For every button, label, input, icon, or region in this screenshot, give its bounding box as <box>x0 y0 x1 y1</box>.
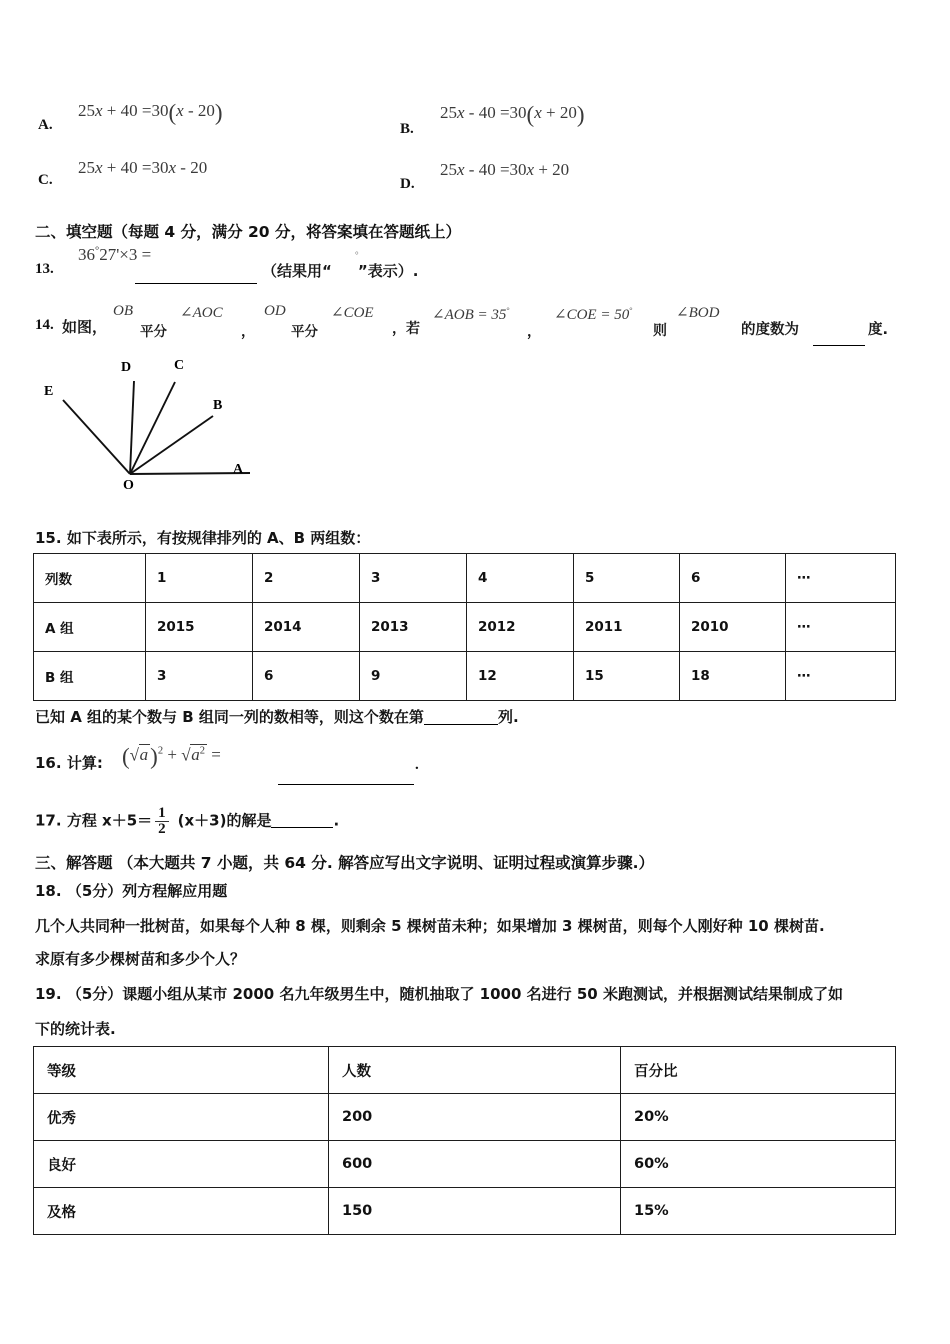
question-19-number: 19. <box>35 985 62 1003</box>
question-14-deg-2: ° <box>629 306 633 315</box>
pattern-table-col-3: 3 <box>360 554 467 603</box>
group-a-value-3: 2013 <box>360 603 467 652</box>
fraction-denominator: 2 <box>158 821 166 838</box>
question-14-aob-value <box>432 305 510 324</box>
question-14-angle-bod: ∠BOD <box>676 305 720 321</box>
group-a-value-4: 2012 <box>467 603 574 652</box>
question-14-bisect-2: 平分 <box>291 324 318 340</box>
question-14-angle-aoc: ∠AOC <box>180 305 223 321</box>
pattern-table-row-header-0: 列数 <box>34 554 146 603</box>
choice-text-a: 25x + 40 =30(x - 20) <box>78 100 223 125</box>
diagram-label-e: E <box>44 384 54 399</box>
table-row <box>34 1094 896 1141</box>
statistics-row-2-percent: 15% <box>621 1188 896 1235</box>
question-17-number: 17. <box>35 811 62 830</box>
question-13-answer-blank[interactable] <box>135 268 257 286</box>
question-15-followup <box>35 706 519 727</box>
question-14-answer-blank[interactable] <box>813 330 865 348</box>
choice-label-b: B. <box>400 121 414 137</box>
pattern-table-col-4: 4 <box>467 554 574 603</box>
question-14-then: 则 <box>653 323 667 339</box>
question-19-score: （5分） <box>66 985 123 1003</box>
group-a-value-6: 2010 <box>680 603 786 652</box>
pattern-table-col-1: 1 <box>146 554 253 603</box>
table-row <box>34 1047 896 1094</box>
question-14-coe-value <box>554 305 633 324</box>
question-15-followup-text: 已知 A 组的某个数与 B 组同一列的数相等，则这个数在第 <box>35 708 424 726</box>
question-14-comma-3: ， <box>527 324 541 340</box>
choice-text-b: 25x - 40 =30(x + 20) <box>440 102 585 127</box>
question-17-text-2: (x＋3)的解是 <box>177 811 272 830</box>
ray-oc <box>130 382 175 474</box>
ray-oa <box>130 473 250 474</box>
degree-symbol-mark: ° <box>355 250 359 260</box>
question-13-tail-close: ”表示）. <box>357 262 419 280</box>
question-15-number: 15. <box>35 529 62 547</box>
question-14-comma-1: ， <box>241 324 255 340</box>
question-16-prompt: 计算: <box>66 754 103 772</box>
ray-ob <box>130 416 213 474</box>
question-18-title: 列方程解应用题 <box>122 882 228 900</box>
question-17-period: . <box>333 811 340 830</box>
statistics-header-percent: 百分比 <box>621 1047 896 1094</box>
statistics-header-count: 人数 <box>329 1047 621 1094</box>
question-14-deg-1: ° <box>506 306 510 315</box>
diagram-label-o: O <box>123 478 134 493</box>
question-15-followup-unit: 列. <box>497 708 519 726</box>
choice-text-d: 25x - 40 =30x + 20 <box>440 160 570 179</box>
question-14-tail: 的度数为 <box>741 322 799 338</box>
group-b-ellipsis: ⋯ <box>786 652 896 701</box>
fraction-one-half <box>155 806 169 838</box>
question-14-coe-eq: ∠COE = 50 <box>554 307 630 323</box>
group-b-value-1: 3 <box>146 652 253 701</box>
table-row <box>34 1141 896 1188</box>
question-16-answer-blank[interactable] <box>278 769 414 787</box>
diagram-label-c: C <box>174 358 185 373</box>
question-19-body-2: 下的统计表. <box>35 1020 116 1038</box>
group-a-ellipsis: ⋯ <box>786 603 896 652</box>
group-b-value-6: 18 <box>680 652 786 701</box>
question-18-number: 18. <box>35 882 62 900</box>
diagram-label-b: B <box>213 398 223 413</box>
question-15-prompt: 如下表所示，有按规律排列的 A、B 两组数： <box>66 529 371 547</box>
question-14-bisect-1: 平分 <box>140 324 167 340</box>
group-b-value-5: 15 <box>574 652 680 701</box>
question-13-tail <box>262 260 418 281</box>
question-19-body-1: 课题小组从某市 2000 名九年级男生中，随机抽取了 1000 名进行 50 米跑测试，并根据测试结果制成了如 <box>122 985 843 1003</box>
statistics-row-2-count: 150 <box>329 1188 621 1235</box>
question-17-text-1: 方程 x＋5＝ <box>66 811 153 830</box>
angle-diagram <box>35 352 275 502</box>
table-row <box>34 652 896 701</box>
group-a-value-5: 2011 <box>574 603 680 652</box>
statistics-row-0-percent: 20% <box>621 1094 896 1141</box>
question-14-intro: 如图， <box>62 318 108 336</box>
question-14-ray-od: OD <box>264 303 286 319</box>
group-b-value-2: 6 <box>253 652 360 701</box>
question-19-header <box>35 983 843 1004</box>
question-14-number: 14. <box>35 317 54 333</box>
table-row <box>34 603 896 652</box>
question-18-score: （5分） <box>66 882 123 900</box>
question-16-label <box>35 752 103 773</box>
question-18-body: 几个人共同种一批树苗，如果每个人种 8 棵，则剩余 5 棵树苗未种；如果增加 3 棵树苗，则每个人刚好种 10 棵树苗. <box>35 917 825 935</box>
question-15-answer-blank[interactable] <box>424 712 498 725</box>
statistics-row-1-count: 600 <box>329 1141 621 1188</box>
question-16-expression: ( √ a)$^2$ + √ $a^2$ = <box>122 744 221 769</box>
choice-label-a: A. <box>38 117 53 133</box>
choice-label-d: D. <box>400 176 415 192</box>
question-16-period: . <box>415 757 419 773</box>
pattern-table-col-2: 2 <box>253 554 360 603</box>
section-three-heading: 三、解答题 （本大题共 7 小题，共 64 分. 解答应写出文字说明、证明过程或演算步骤.） <box>35 854 655 872</box>
statistics-row-0-count: 200 <box>329 1094 621 1141</box>
question-13-expression: 36°27'×3 = <box>78 245 152 264</box>
statistics-row-2-grade: 及格 <box>34 1188 329 1235</box>
pattern-table-col-5: 5 <box>574 554 680 603</box>
statistics-row-0-grade: 优秀 <box>34 1094 329 1141</box>
question-14-ray-ob: OB <box>113 303 133 319</box>
group-a-value-1: 2015 <box>146 603 253 652</box>
pattern-table-col-6: 6 <box>680 554 786 603</box>
question-14-angle-coe: ∠COE <box>331 305 374 321</box>
question-13-number: 13. <box>35 261 54 277</box>
table-row <box>34 1188 896 1235</box>
choice-text-c: 25x + 40 =30x - 20 <box>78 158 208 177</box>
question-14-aob-eq: ∠AOB = 35 <box>432 307 507 323</box>
statistics-header-grade: 等级 <box>34 1047 329 1094</box>
question-13-tail-open: （结果用“ <box>262 262 332 280</box>
ray-oe <box>63 400 130 474</box>
diagram-label-d: D <box>121 360 132 375</box>
angle-diagram-svg <box>35 352 275 502</box>
statistics-row-1-percent: 60% <box>621 1141 896 1188</box>
group-a-value-2: 2014 <box>253 603 360 652</box>
question-15-text <box>35 527 370 548</box>
question-17-line <box>35 806 339 838</box>
ray-od <box>130 381 134 474</box>
pattern-table-row-header-1: A 组 <box>34 603 146 652</box>
question-18-header <box>35 880 227 901</box>
diagram-label-a: A <box>233 462 244 477</box>
question-14-comma-2: ，若 <box>392 321 420 337</box>
section-two-heading: 二、填空题（每题 4 分，满分 20 分，将答案填在答题纸上） <box>35 223 461 241</box>
pattern-table-col-ellipsis: ⋯ <box>786 554 896 603</box>
choice-label-c: C. <box>38 172 53 188</box>
pattern-table <box>33 553 896 701</box>
question-17-answer-blank[interactable] <box>271 815 333 828</box>
statistics-row-1-grade: 良好 <box>34 1141 329 1188</box>
question-14-unit: 度. <box>868 322 889 338</box>
group-b-value-4: 12 <box>467 652 574 701</box>
group-b-value-3: 9 <box>360 652 467 701</box>
question-16-number: 16. <box>35 754 62 772</box>
fraction-numerator: 1 <box>158 805 166 821</box>
statistics-table <box>33 1046 896 1235</box>
table-row <box>34 554 896 603</box>
pattern-table-row-header-2: B 组 <box>34 652 146 701</box>
question-18-question: 求原有多少棵树苗和多少个人？ <box>35 950 246 968</box>
